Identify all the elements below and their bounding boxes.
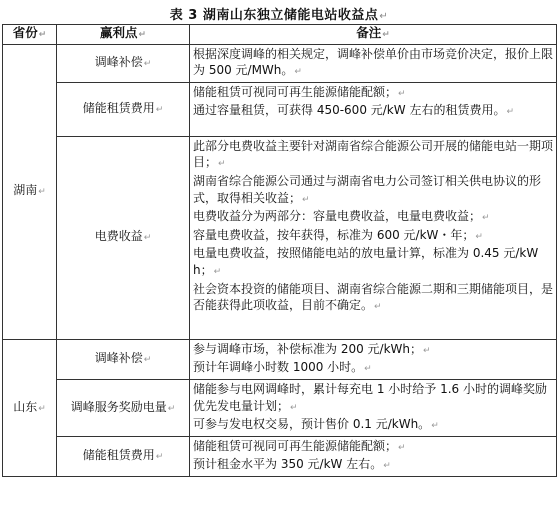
- header-province: 省份↵: [3, 25, 57, 45]
- profit-point-cell: 调峰补偿↵: [57, 339, 190, 379]
- table-row: [3, 44, 557, 82]
- profit-point-cell: 调峰补偿↵: [57, 44, 190, 82]
- header-row: [3, 25, 557, 45]
- province-cell-shandong: 山东↵: [3, 339, 57, 476]
- table-row: [3, 339, 557, 379]
- table-row: [3, 436, 557, 476]
- notes-cell: 储能租赁可视同可再生能源储能配额；↵ 预计租金水平为 350 元/kW 左右。↵: [190, 436, 557, 476]
- province-cell-hunan: 湖南↵: [3, 44, 57, 339]
- profit-point-cell: 电费收益↵: [57, 136, 190, 339]
- profit-point-cell: 调峰服务奖励电量↵: [57, 379, 190, 436]
- header-profit-point: 赢利点↵: [57, 25, 190, 45]
- table-row: [3, 82, 557, 136]
- revenue-table: [2, 24, 557, 477]
- table-row: [3, 379, 557, 436]
- notes-cell: 此部分电费收益主要针对湖南省综合能源公司开展的储能电站一期项目；↵ 湖南省综合能源公司通过与湖南省电力公司签订相关供电协议的形式，取得相关收益；↵ 电费收益分为两部分：容量电费收益，电量电费收益；↵ 容量电费收益，按年获得，标准为 600 元/kW・年；↵ 电量电费收益，按照储能电站的放电量计算，标准为 0.45 元/kWh；↵ 社会资本投资的储能项目、湖南省综合能源二期和三期储能项目，是否能获得此项收益，目前不确定。↵: [190, 136, 557, 339]
- notes-cell: 根据深度调峰的相关规定，调峰补偿单价由市场竞价决定，报价上限为 500 元/MWh。↵: [190, 44, 557, 82]
- table-row: [3, 136, 557, 339]
- notes-cell: 参与调峰市场，补偿标准为 200 元/kWh；↵ 预计年调峰小时数 1000 小时。↵: [190, 339, 557, 379]
- header-notes: 备注↵: [190, 25, 557, 45]
- profit-point-cell: 储能租赁费用↵: [57, 436, 190, 476]
- caption-text: 表 3 湖南山东独立储能电站收益点: [169, 8, 379, 23]
- profit-point-cell: 储能租赁费用↵: [57, 82, 190, 136]
- table-caption: 表 3 湖南山东独立储能电站收益点↵: [169, 8, 389, 23]
- notes-cell: 储能租赁可视同可再生能源储能配额；↵ 通过容量租赁，可获得 450-600 元/kW 左右的租赁费用。↵: [190, 82, 557, 136]
- notes-cell: 储能参与电网调峰时，累计每充电 1 小时给予 1.6 小时的调峰奖励优先发电量计划；↵ 可参与发电权交易，预计售价 0.1 元/kWh。↵: [190, 379, 557, 436]
